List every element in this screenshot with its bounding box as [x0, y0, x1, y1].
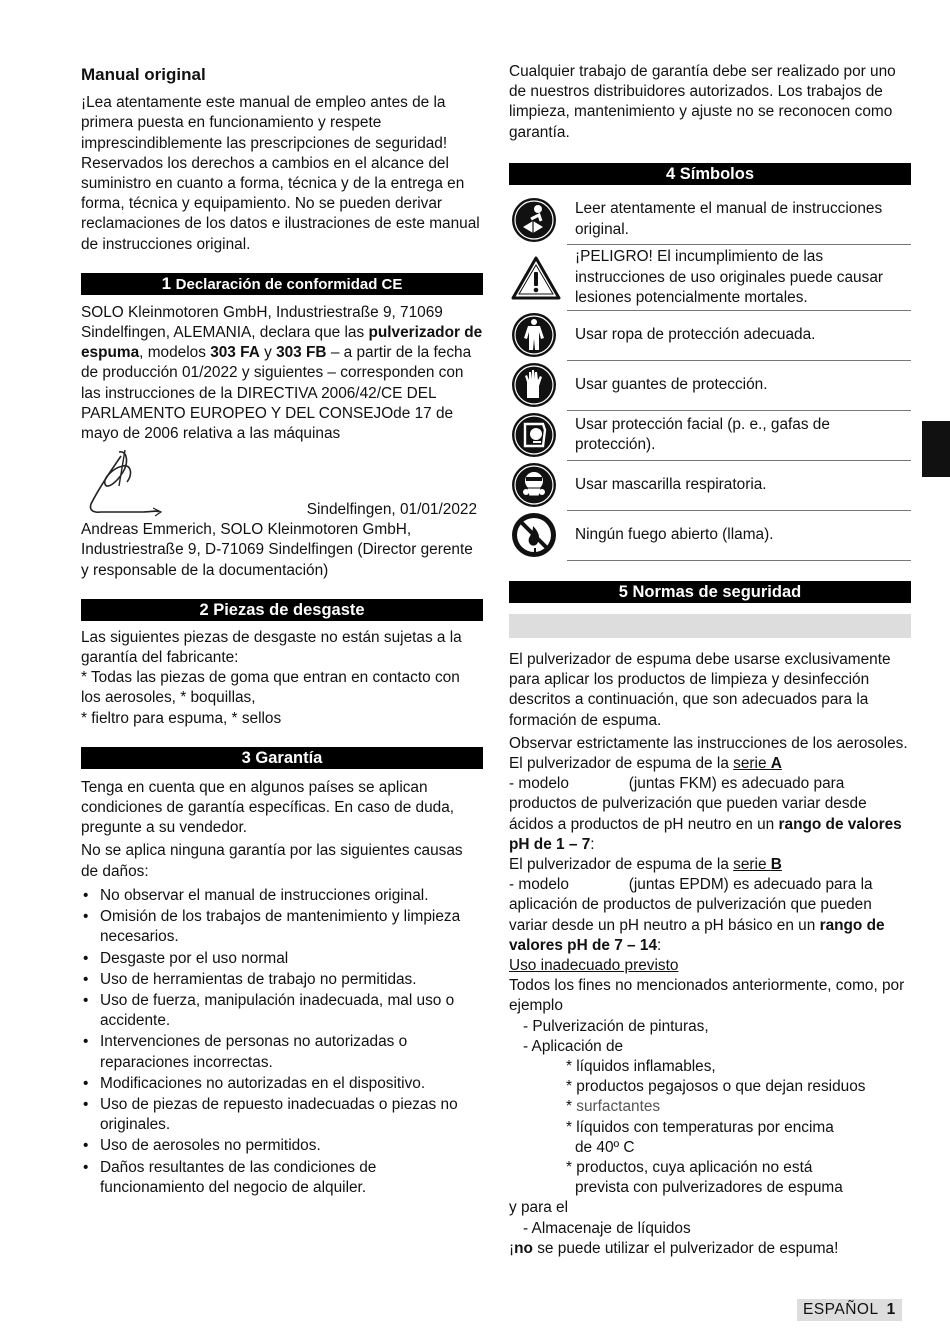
application-item: * productos pegajosos o que dejan residuos: [566, 1078, 866, 1096]
section-5-heading: 5 Normas de seguridad: [509, 581, 911, 603]
serie-a-prefix: El pulverizador de espuma de la: [509, 754, 734, 772]
section-tab-marker: [922, 421, 950, 477]
colon: :: [657, 936, 662, 954]
symbol-row: [509, 360, 911, 410]
application-item-cont: de 40º C: [575, 1138, 635, 1156]
model-b-description: - modelo (juntas EPDM) es adecuado para la aplicación de productos de pulverización que pueden variar desde un pH neutro a pH básico en un: [509, 876, 877, 934]
list-item: • Uso de herramientas de trabajo no permitidas.: [81, 970, 483, 990]
read-manual-icon: [511, 197, 557, 243]
protective-gloves-icon: [511, 362, 557, 408]
final-warning: [509, 1239, 911, 1259]
symbol-text: ¡PELIGRO! El incumplimiento de las instrucciones de uso originales puede causar lesiones potencialmente mortales.: [567, 245, 911, 311]
final-no: no: [514, 1239, 533, 1257]
symbol-row: [509, 510, 911, 560]
list-item: • Uso de piezas de repuesto inadecuadas o piezas no originales.: [81, 1095, 483, 1135]
signature-image: [83, 446, 173, 520]
ph-range-b: rango de valores pH de 7 – 14: [509, 916, 889, 954]
misuse-item: - Almacenaje de líquidos: [523, 1219, 691, 1237]
signature-date: Sindelfingen, 01/01/2022: [306, 501, 477, 519]
model-a-description: - modelo (juntas FKM) es adecuado para productos de pulverización que pueden variar desde ácidos a productos de pH neutro en un: [509, 775, 871, 833]
symbol-row: [509, 245, 911, 311]
serie-a-label: [733, 755, 782, 772]
symbol-text: Usar protección facial (p. e., gafas de protección).: [567, 410, 911, 460]
declaration-part: , modelos: [139, 344, 211, 362]
warranty-continuation: Cualquier trabajo de garantía debe ser realizado por uno de nuestros distribuidores autorizados. Los trabajos de limpieza, mantenimiento y ajuste no se reconocen como garantía.: [509, 63, 896, 141]
wear-parts-text: [81, 628, 483, 729]
symbol-row: [509, 460, 911, 510]
page-footer: [797, 1299, 902, 1321]
section-4-heading: 4 Símbolos: [509, 163, 911, 185]
application-item: [509, 1097, 911, 1117]
serie-b-label: [733, 856, 782, 873]
list-item: • Intervenciones de personas no autorizadas o reparaciones incorrectas.: [81, 1032, 483, 1072]
wear-parts-line: * fieltro para espuma, * sellos: [81, 709, 282, 727]
protective-clothing-icon: [511, 312, 557, 358]
section-1-number: 1: [161, 273, 172, 293]
section-1-heading: [81, 273, 483, 295]
declaration-part: – a partir de la fecha de producción 01/2022 y siguientes – corresponden con las instrucciones de la DIRECTIVA 2006/42/CE DEL PARLAMENTO EUROPEO Y DEL CONSEJOde 17 de mayo de 2006 relativa a las máquinas: [81, 344, 472, 443]
misuse-intro: Todos los fines no mencionados anteriormente, como, por ejemplo: [509, 977, 905, 1015]
serie-b-word: serie: [733, 855, 771, 873]
page-number: 1: [886, 1301, 896, 1318]
face-protection-icon: [511, 412, 557, 458]
symbols-table: [509, 195, 911, 561]
manual-title: Manual original: [81, 65, 206, 84]
signer-info: Andreas Emmerich, SOLO Kleinmotoren GmbH, Industriestraße 9, D-71069 Sindelfingen (Director gerente y responsable de la documentación): [81, 521, 473, 579]
list-item: • Uso de fuerza, manipulación inadecuada, mal uso o accidente.: [81, 991, 483, 1031]
serie-a-word: serie: [733, 754, 771, 772]
section-1-title: Declaración de conformidad CE: [175, 275, 403, 293]
safety-paragraph-2: Observar estrictamente las instrucciones de los aerosoles.: [509, 734, 908, 752]
misuse-heading: Uso inadecuado previsto: [509, 956, 679, 974]
serie-b-letter: B: [770, 855, 782, 873]
safety-paragraph-1: El pulverizador de espuma debe usarse exclusivamente para aplicar los productos de limpieza y desinfección descritos a continuación, que son adecuados para la formación de espuma.: [509, 650, 891, 729]
misuse-item: - Pulverización de pinturas,: [523, 1017, 709, 1035]
footer-language: ESPAÑOL: [803, 1301, 879, 1318]
symbol-row: [509, 410, 911, 460]
ph-range-a: rango de valores pH de 1 – 7: [509, 815, 906, 853]
left-column: [81, 62, 483, 1199]
surfactants-text: surfactantes: [576, 1098, 661, 1116]
declaration-text: [81, 303, 483, 444]
model-303fb: 303 FB: [276, 344, 327, 362]
intro-paragraph-2: Reservados los derechos a cambios en el alcance del suministro en cuanto a forma, técnica y de la entrega en forma, técnica y equipamiento. No se pueden derivar reclamaciones de los datos e ilustraciones de este manual de instrucciones original.: [81, 154, 480, 253]
list-item: • Desgaste por el uso normal: [81, 949, 483, 969]
wear-parts-line: * Todas las piezas de goma que entran en contacto con los aerosoles, * boquillas,: [81, 669, 460, 707]
application-item-cont: prevista con pulverizadores de espuma: [575, 1179, 843, 1197]
wear-parts-line: Las siguientes piezas de desgaste no están sujetas a la garantía del fabricante:: [81, 628, 462, 667]
signature-row: [81, 444, 483, 520]
symbol-text: Leer atentamente el manual de instrucciones original.: [567, 195, 911, 245]
section-3-heading: 3 Garantía: [81, 747, 483, 769]
warranty-exclusions-list: [81, 886, 483, 1198]
application-item: * líquidos con temperaturas por encima: [566, 1118, 834, 1136]
respirator-mask-icon: [511, 462, 557, 508]
declaration-part: y: [259, 344, 277, 362]
application-item: * líquidos inflamables,: [566, 1057, 716, 1075]
section-2-heading: 2 Piezas de desgaste: [81, 599, 483, 621]
list-item: • Uso de aerosoles no permitidos.: [81, 1136, 483, 1156]
subheading-bar: [509, 614, 911, 638]
model-b-text: [509, 875, 911, 956]
serie-a-letter: A: [770, 754, 782, 772]
symbol-text: Usar guantes de protección.: [567, 360, 911, 410]
final-suffix: se puede utilizar el pulverizador de espuma!: [532, 1239, 839, 1257]
serie-b-prefix: El pulverizador de espuma de la: [509, 855, 734, 873]
application-item: * productos, cuya aplicación no está: [566, 1159, 813, 1176]
serie-b-line: [509, 855, 911, 875]
symbol-row: [509, 195, 911, 245]
symbol-text: Usar mascarilla respiratoria.: [567, 460, 911, 510]
symbol-text: Ningún fuego abierto (llama).: [567, 510, 911, 560]
list-item: • Modificaciones no autorizadas en el dispositivo.: [81, 1074, 483, 1094]
bullet-star: *: [566, 1098, 577, 1116]
intro-paragraph-1: ¡Lea atentamente este manual de empleo antes de la primera puesta en funcionamiento y respete imprescindiblemente las prescripciones de seguridad!: [81, 94, 448, 152]
misuse-item: - Aplicación de: [523, 1037, 624, 1055]
product-name: pulverizador de espuma: [81, 324, 483, 362]
symbol-row: [509, 310, 911, 360]
and-for-text: y para el: [509, 1199, 569, 1217]
declaration-part: SOLO Kleinmotoren GmbH, Industriestraße 9, 71069 Sindelfingen, ALEMANIA, declara que las: [81, 303, 443, 342]
warranty-paragraph-2: No se aplica ninguna garantía por las siguientes causas de daños:: [81, 842, 463, 880]
warranty-paragraph-1: Tenga en cuenta que en algunos países se aplican condiciones de garantía específicas. En caso de duda, pregunte a su vendedor.: [81, 778, 455, 837]
symbol-text: Usar ropa de protección adecuada.: [567, 310, 911, 360]
final-prefix: ¡: [509, 1239, 515, 1257]
list-item: • No observar el manual de instrucciones original.: [81, 886, 483, 906]
model-303fa: 303 FA: [210, 344, 260, 362]
colon: :: [590, 835, 595, 853]
model-a-text: [509, 774, 911, 855]
list-item: • Daños resultantes de las condiciones de funcionamiento del negocio de alquiler.: [81, 1158, 483, 1198]
list-item: • Omisión de los trabajos de mantenimiento y limpieza necesarios.: [81, 907, 483, 947]
serie-a-line: [509, 754, 911, 774]
right-column: [509, 62, 911, 1259]
warning-triangle-icon: [511, 255, 561, 301]
no-open-flame-icon: [511, 512, 557, 558]
